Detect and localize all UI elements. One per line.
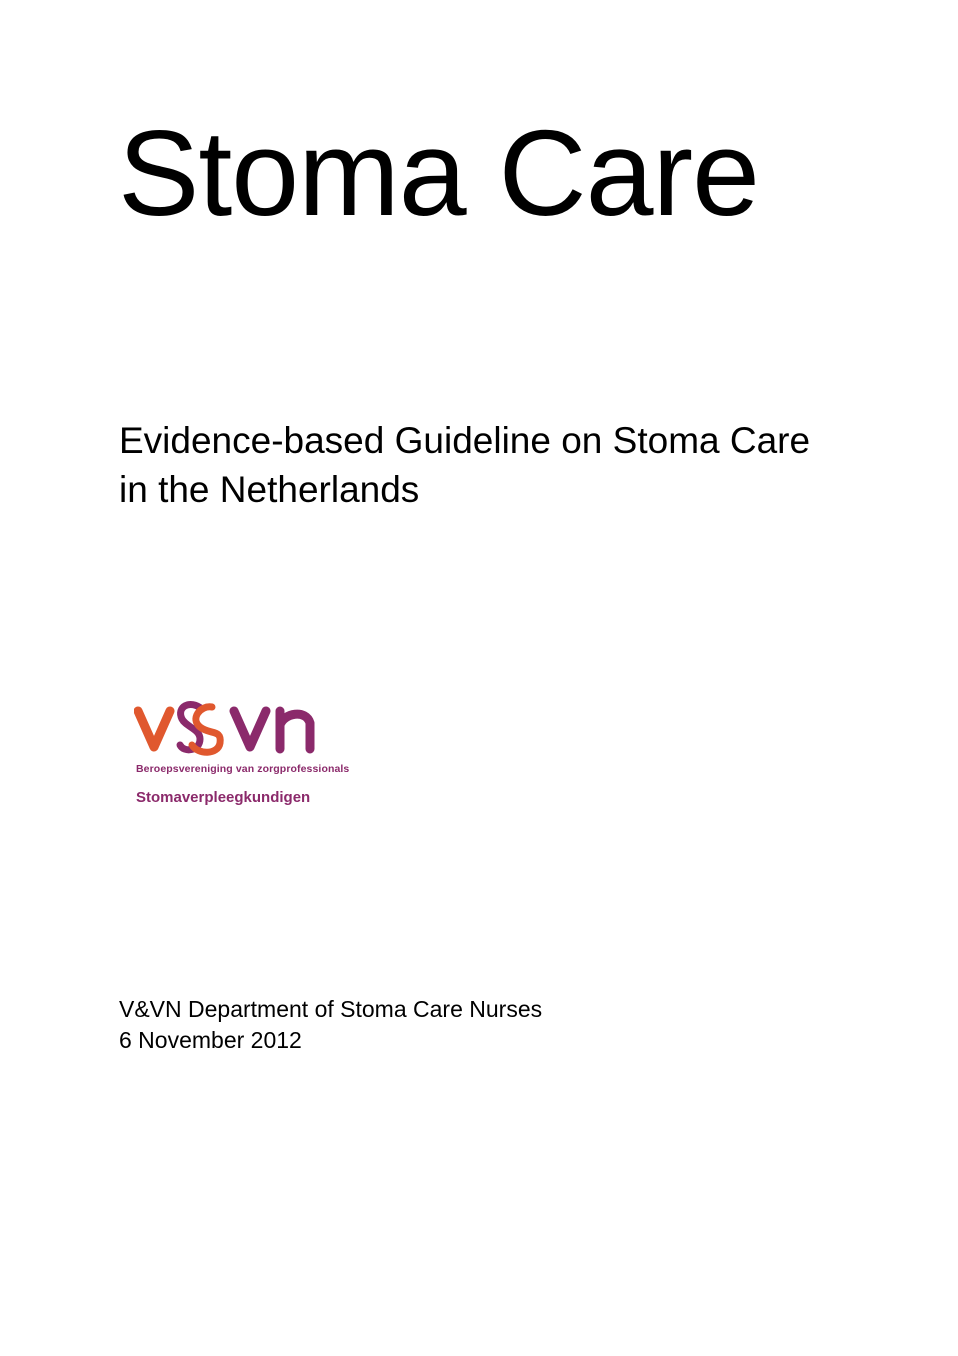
- subtitle-line-1: Evidence-based Guideline on Stoma Care: [119, 420, 811, 461]
- document-subtitle: [119, 416, 919, 514]
- logo-ampersand: [180, 704, 220, 752]
- vvn-logo: [134, 695, 364, 815]
- logo-letter-v-1: [138, 711, 170, 747]
- logo-letter-n: [280, 711, 310, 749]
- subtitle-line-2: in the Netherlands: [119, 469, 420, 510]
- document-footer: [119, 994, 542, 1056]
- publication-date: 6 November 2012: [119, 1027, 302, 1053]
- document-title: Stoma Care: [118, 105, 759, 241]
- organization-name: V&VN Department of Stoma Care Nurses: [119, 996, 543, 1022]
- logo-division: Stomaverpleegkundigen: [136, 789, 311, 806]
- logo-tagline: Beroepsvereniging van zorgprofessionals: [136, 763, 350, 775]
- logo-letter-v-2: [234, 711, 266, 747]
- vvn-wordmark: [134, 695, 334, 757]
